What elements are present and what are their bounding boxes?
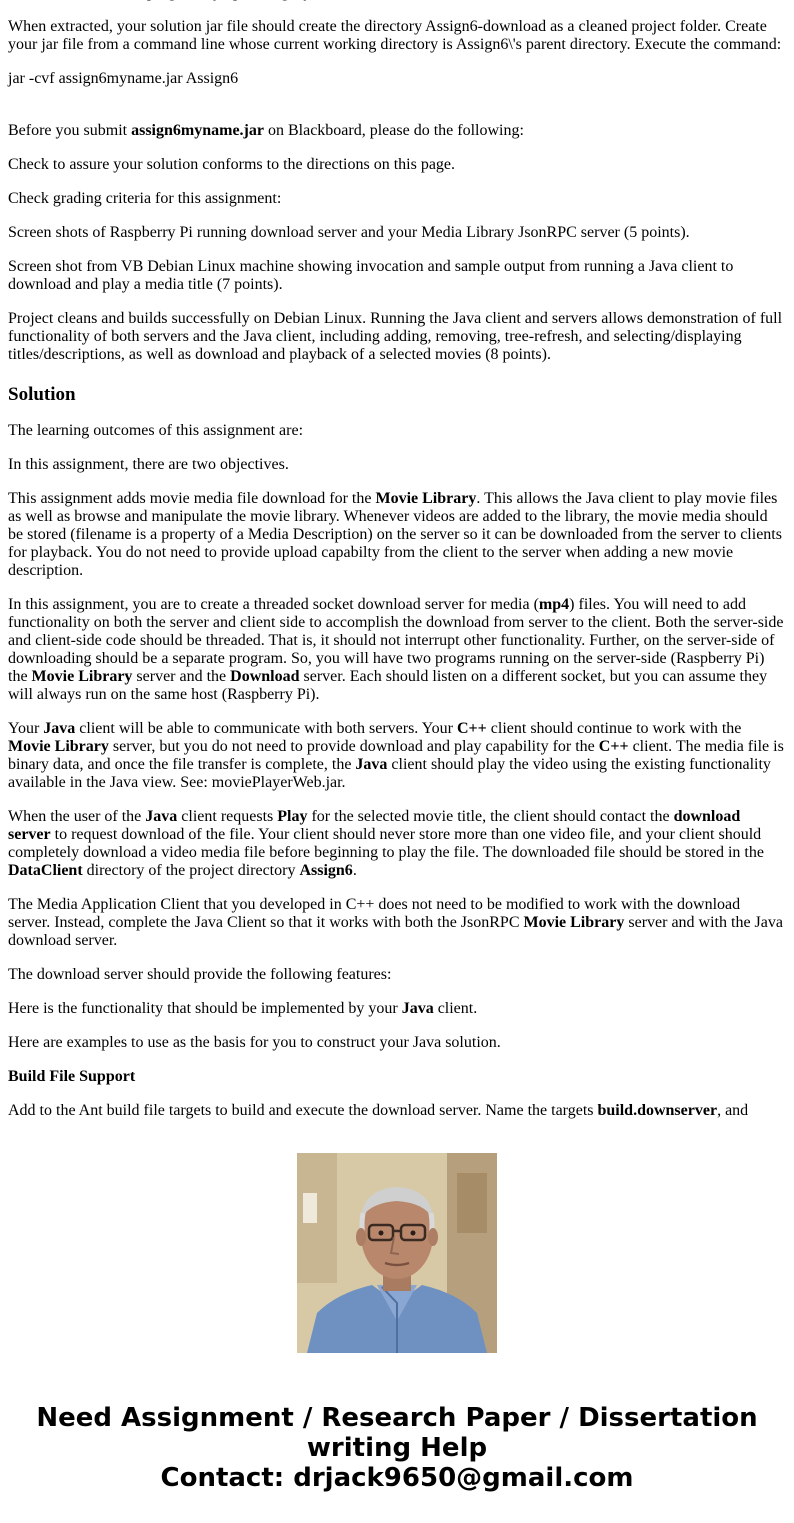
paragraph-criterion-3: Project cleans and builds successfully on Debian Linux. Running the Java client and servers allows demonstration of full functionality of both servers and the Java client, including adding, removing, tree-refresh, and selecting/displaying titles/descriptions, as well as download and playback of a selected movies (8 points). bbox=[8, 310, 783, 363]
paragraph-outcomes: The learning outcomes of this assignment are: bbox=[8, 422, 304, 439]
paragraph-ant-build: Add to the Ant build file targets to build and execute the download server. Name the targets build.downserver, and bbox=[8, 1102, 749, 1119]
paragraph-before-submit: Before you submit assign6myname.jar on Blackboard, please do the following: bbox=[8, 122, 524, 139]
paragraph-adds-download: This assignment adds movie media file download for the Movie Library. This allows the Java client to play movie files as well as browse and manipulate the movie library. Whenever videos are added to the library, the movie media should be stored (filename is a property of a Media Description) on the server so it can be downloaded from the server to clients for playback. You do not need to provide upload capabilty from the client to the server when adding a new movie description. bbox=[8, 490, 782, 579]
paragraph-check-grading: Check grading criteria for this assignment: bbox=[8, 190, 282, 207]
avatar bbox=[297, 1153, 497, 1353]
jar-filename: assign6myname.jar bbox=[131, 122, 264, 139]
paragraph-examples: Here are examples to use as the basis for you to construct your Java solution. bbox=[8, 1034, 501, 1051]
promo-line-1: Need Assignment / Research Paper / Dissertation bbox=[36, 1403, 758, 1433]
heading-solution: Solution bbox=[8, 384, 76, 405]
promo-contact: Contact: drjack9650@gmail.com bbox=[160, 1463, 634, 1493]
paragraph-extract: When extracted, your solution jar file should create the directory Assign6-download as a cleaned project folder. Create your jar file from a command line whose current working directory is Assign6\'s parent directory. Execute the command: bbox=[8, 18, 782, 53]
paragraph-criterion-1: Screen shots of Raspberry Pi running download server and your Media Library JsonRPC server (5 points). bbox=[8, 224, 690, 241]
paragraph-media-client: The Media Application Client that you developed in C++ does not need to be modified to work with the download server. Instead, complete the Java Client so that it works with both the JsonRPC Movie Library server and with the Java download server. bbox=[8, 896, 783, 949]
paragraph-features: The download server should provide the following features: bbox=[8, 966, 392, 983]
document-content bbox=[8, 0, 785, 1136]
paragraph-objectives: In this assignment, there are two objectives. bbox=[8, 456, 289, 473]
promo-line-2: writing Help bbox=[306, 1433, 488, 1463]
paragraph-when-play: When the user of the Java client requests Play for the selected movie title, the client should contact the download server to request download of the file. Your client should never store more than one video file, and your client should completely download a video media file before beginning to play the file. The downloaded file should be stored in the DataClient directory of the project directory Assign6. bbox=[8, 808, 764, 879]
paragraph-check-directions: Check to assure your solution conforms to the directions on this page. bbox=[8, 156, 456, 173]
paragraph-command: jar -cvf assign6myname.jar Assign6 bbox=[8, 70, 239, 87]
promo-section bbox=[0, 1123, 794, 1523]
promo-message bbox=[0, 1403, 794, 1493]
avatar-photo bbox=[297, 1153, 497, 1353]
paragraph-threaded-server: In this assignment, you are to create a threaded socket download server for media (mp4) files. You will need to add functionality on both the server and client side to accomplish the download from server to the client. Both the server-side and client-side code should be threaded. That is, it should not interrupt other functionality. Further, on the server-side of downloading should be a separate program. So, you will have two programs running on the server-side (Raspberry Pi) the Movie Library server and the Download server. Each should listen on a different socket, but you can assume they will always run on the same host (Raspberry Pi). bbox=[8, 596, 784, 703]
heading-build-file-support: Build File Support bbox=[8, 1068, 136, 1085]
paragraph-functionality: Here is the functionality that should be implemented by your Java client. bbox=[8, 1000, 478, 1017]
paragraph-handin bbox=[8, 0, 785, 2]
paragraph-criterion-2: Screen shot from VB Debian Linux machine showing invocation and sample output from running a Java client to download and play a media title (7 points). bbox=[8, 258, 734, 293]
paragraph-your-client: Your Java client will be able to communicate with both servers. Your C++ client should continue to work with the Movie Library server, but you do not need to provide download and play capability for the C++ client. The media file is binary data, and once the file transfer is complete, the Java client should play the video using the existing functionality available in the Java view. See: moviePlayerWeb.jar. bbox=[8, 720, 784, 791]
